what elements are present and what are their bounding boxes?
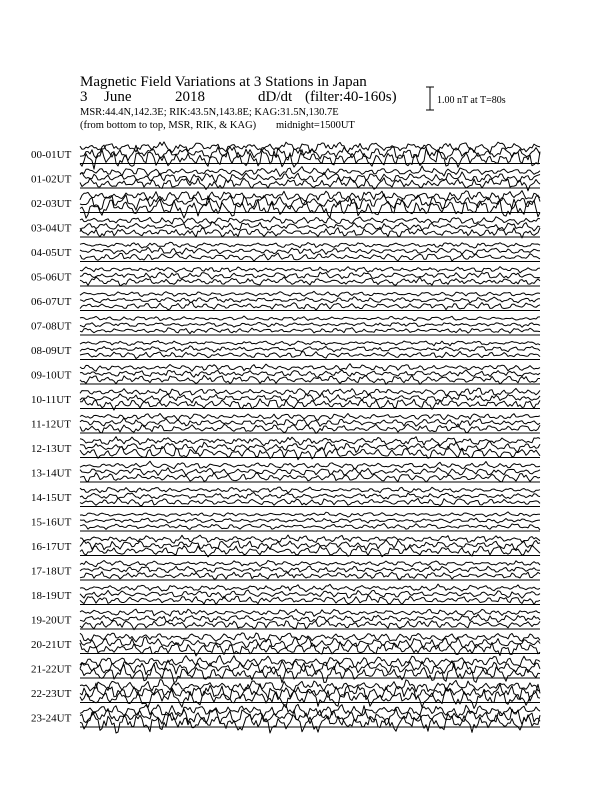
trace-rik (80, 247, 540, 254)
row-label: 16-17UT (31, 541, 72, 553)
trace-kag (80, 487, 540, 493)
trace-msr (80, 572, 540, 580)
trace-kag (80, 461, 540, 469)
row-12-13UT (31, 437, 540, 460)
trace-rik (80, 518, 540, 523)
row-label: 21-22UT (31, 663, 72, 676)
trace-msr (80, 375, 540, 384)
order-note: (from bottom to top, MSR, RIK, & KAG) (80, 120, 257, 131)
scale-bar (426, 87, 506, 110)
row-04-05UT (31, 242, 540, 261)
trace-kag (80, 166, 540, 176)
row-22-23UT (31, 680, 540, 709)
trace-kag (80, 560, 540, 566)
row-17-18UT (31, 560, 540, 580)
row-label: 22-23UT (31, 688, 72, 700)
date-month: June (104, 89, 132, 105)
trace-rik (80, 323, 540, 328)
trace-rik (80, 346, 540, 352)
trace-kag (80, 535, 540, 543)
row-label: 01-02UT (31, 173, 72, 186)
row-01-02UT (31, 166, 540, 191)
trace-rik (80, 393, 540, 403)
row-06-07UT (31, 291, 540, 310)
row-label: 06-07UT (31, 296, 72, 308)
trace-rik (80, 566, 540, 573)
row-label: 12-13UT (31, 443, 72, 455)
row-02-03UT (31, 191, 540, 219)
trace-msr (80, 498, 540, 506)
row-label: 10-11UT (31, 394, 71, 406)
row-label: 20-21UT (31, 639, 72, 651)
trace-msr (80, 277, 540, 286)
row-label: 14-15UT (31, 492, 72, 504)
trace-kag (80, 291, 540, 296)
trace-msr (80, 710, 540, 733)
date-year: 2018 (175, 89, 205, 105)
trace-kag (80, 316, 540, 321)
row-label: 00-01UT (31, 149, 72, 161)
row-label: 17-18UT (31, 565, 72, 578)
row-08-09UT (31, 341, 540, 360)
row-label: 15-16UT (31, 516, 72, 529)
trace-msr (80, 328, 540, 334)
trace-msr (80, 473, 540, 483)
trace-kag (80, 704, 540, 717)
trace-msr (80, 227, 540, 238)
row-14-15UT (31, 487, 540, 506)
trace-msr (80, 351, 540, 358)
row-label: 11-12UT (31, 418, 71, 431)
date-day: 3 (80, 89, 88, 105)
trace-rik (80, 370, 540, 377)
trace-kag (80, 414, 540, 421)
trace-kag (80, 217, 540, 225)
stations-line: MSR:44.4N,142.3E; RIK:43.5N,143.8E; KAG:31.5N,130.7E (80, 107, 339, 118)
row-label: 13-14UT (31, 467, 72, 480)
row-19-20UT (31, 609, 540, 630)
row-label: 19-20UT (31, 614, 72, 627)
row-10-11UT (31, 388, 540, 410)
trace-msr (80, 663, 540, 683)
row-15-16UT (31, 512, 540, 531)
row-13-14UT (31, 461, 540, 482)
trace-kag (80, 655, 540, 667)
row-label: 05-06UT (31, 271, 72, 284)
trace-msr (80, 424, 540, 434)
trace-kag (80, 142, 540, 153)
row-03-04UT (31, 217, 540, 238)
trace-kag (80, 609, 540, 616)
trace-rik (80, 493, 540, 500)
trace-kag (80, 584, 540, 592)
row-07-08UT (31, 316, 540, 335)
trace-kag (80, 191, 540, 202)
row-label: 18-19UT (31, 590, 72, 602)
midnight-note: midnight=1500UT (276, 120, 355, 131)
trace-msr (80, 595, 540, 604)
trace-rik (80, 468, 540, 476)
trace-kag (80, 512, 540, 517)
trace-rik (80, 614, 540, 622)
trace-msr (80, 302, 540, 310)
row-20-21UT (31, 633, 540, 656)
row-label: 23-24UT (31, 712, 72, 725)
trace-msr (80, 253, 540, 261)
row-05-06UT (31, 267, 540, 286)
row-label: 03-04UT (31, 222, 72, 235)
trace-msr (80, 523, 540, 529)
quantity-label: dD/dt (258, 89, 293, 105)
trace-rik (80, 418, 540, 427)
row-label: 08-09UT (31, 345, 72, 357)
trace-rik (80, 297, 540, 304)
trace-kag (80, 364, 540, 372)
trace-rows (31, 142, 540, 733)
row-00-01UT (31, 142, 540, 169)
row-label: 07-08UT (31, 320, 72, 333)
row-18-19UT (31, 584, 540, 605)
trace-rik (80, 272, 540, 279)
row-21-22UT (31, 655, 540, 682)
trace-kag (80, 267, 540, 273)
trace-rik (80, 590, 540, 598)
trace-kag (80, 242, 540, 248)
row-23-24UT (31, 704, 540, 733)
trace-msr (80, 689, 540, 708)
trace-kag (80, 437, 540, 446)
scale-bar-label: 1.00 nT at T=80s (437, 95, 506, 106)
row-label: 04-05UT (31, 247, 72, 259)
row-label: 02-03UT (31, 198, 72, 210)
row-label: 09-10UT (31, 369, 72, 382)
trace-rik (80, 194, 540, 210)
trace-kag (80, 341, 540, 346)
row-09-10UT (31, 364, 540, 385)
chart-title: Magnetic Field Variations at 3 Stations in Japan (80, 74, 367, 90)
row-16-17UT (31, 535, 540, 557)
filter-label: (filter:40-160s) (305, 89, 397, 105)
row-11-12UT (31, 414, 540, 434)
